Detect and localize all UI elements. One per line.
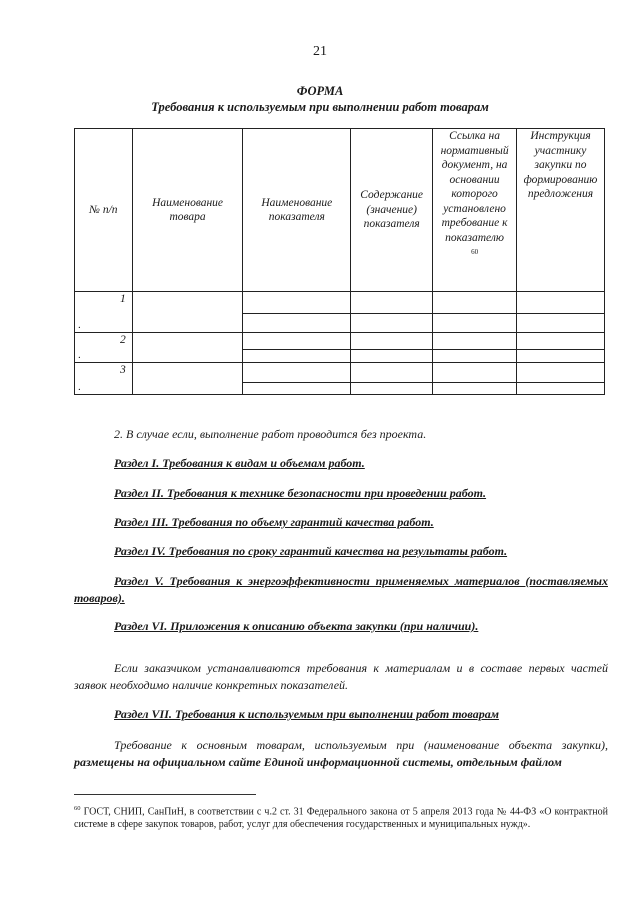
- table-row: [75, 292, 605, 314]
- table-cell: [243, 292, 351, 314]
- table-cell: [132, 363, 243, 395]
- table-cell: [433, 292, 517, 314]
- table-cell: [351, 363, 433, 383]
- table-cell: [132, 292, 243, 333]
- table-cell: [433, 333, 517, 350]
- table-cell: [243, 350, 351, 363]
- final-paragraph-bold: размещены на официальном сайте Единой информационной системы, отдельным файлом: [74, 755, 562, 769]
- table-cell: [351, 292, 433, 314]
- table-cell: [433, 383, 517, 395]
- form-title: ФОРМА: [296, 84, 344, 98]
- row-number-cell: 2 .: [75, 333, 133, 363]
- section-heading-5: Раздел V. Требования к энергоэффективности применяемых материалов (поставляемых товаров).: [74, 574, 608, 605]
- table-cell: [517, 333, 605, 350]
- row-number-cell: 3 .: [75, 363, 133, 395]
- section-heading-4: Раздел IV. Требования по сроку гарантий качества на результаты работ.: [114, 544, 508, 558]
- table-cell: [433, 314, 517, 333]
- header-product-name: Наименование товара: [132, 129, 243, 292]
- table-cell: [243, 333, 351, 350]
- footnote-ref: 60: [471, 248, 479, 256]
- footnote-divider: [74, 794, 256, 795]
- header-instruction: Инструкция участнику закупки по формированию предложения: [517, 129, 605, 292]
- table-cell: [351, 333, 433, 350]
- final-paragraph: [74, 737, 608, 771]
- table-cell: [351, 314, 433, 333]
- table-cell: [351, 383, 433, 395]
- header-num: № п/п: [75, 129, 133, 292]
- form-subtitle: Требования к используемым при выполнении работ товарам: [151, 100, 489, 114]
- table-header-row: [75, 129, 605, 292]
- header-content: Содержание (значение) показателя: [351, 129, 433, 292]
- table-cell: [351, 350, 433, 363]
- table-cell: [517, 350, 605, 363]
- table-cell: [243, 314, 351, 333]
- section-heading-2: Раздел II. Требования к технике безопасности при проведении работ.: [114, 486, 487, 500]
- table-cell: [517, 292, 605, 314]
- table-cell: [517, 383, 605, 395]
- section-heading-3: Раздел III. Требования по объему гарантий качества работ.: [114, 515, 434, 529]
- table-row: [75, 363, 605, 383]
- customer-note-paragraph: Если заказчиком устанавливаются требования к материалам и в составе первых частей заявок необходимо наличие конкретных показателей.: [74, 661, 608, 692]
- section-heading-7: Раздел VII. Требования к используемым при выполнении работ товарам: [114, 707, 499, 721]
- header-indicator-name: Наименование показателя: [243, 129, 351, 292]
- table-cell: [132, 333, 243, 363]
- section-heading-6: Раздел VI. Приложения к описанию объекта закупки (при наличии).: [114, 619, 479, 633]
- footnote-marker: 60: [74, 805, 81, 812]
- final-paragraph-italic: Требование к основным товарам, используемым при (наименование объекта закупки),: [114, 738, 608, 752]
- table-cell: [517, 314, 605, 333]
- row-number-cell: 1 .: [75, 292, 133, 333]
- footnote-text: ГОСТ, СНИП, СанПиН, в соответствии с ч.2 ст. 31 Федерального закона от 5 апреля 2013 года № 44-ФЗ «О контрактной системе в сфере закупок товаров, работ, услуг для обеспечения государственных и муниципальных нужд».: [74, 806, 608, 831]
- section-heading-1: Раздел I. Требования к видам и объемам работ.: [114, 456, 365, 470]
- table-cell: [433, 350, 517, 363]
- table-cell: [517, 363, 605, 383]
- table-cell: [243, 383, 351, 395]
- table-cell: [433, 363, 517, 383]
- page-number: 21: [313, 44, 327, 59]
- form-heading: [0, 83, 640, 115]
- table-cell: [243, 363, 351, 383]
- requirements-table: [74, 128, 605, 395]
- case-two-paragraph: 2. В случае если, выполнение работ проводится без проекта.: [114, 427, 427, 441]
- header-reference: Ссылка на нормативный документ, на основании которого установлено требование к показателю $^{60}$: [433, 129, 517, 292]
- table-row: [75, 333, 605, 350]
- footnote: [74, 802, 608, 831]
